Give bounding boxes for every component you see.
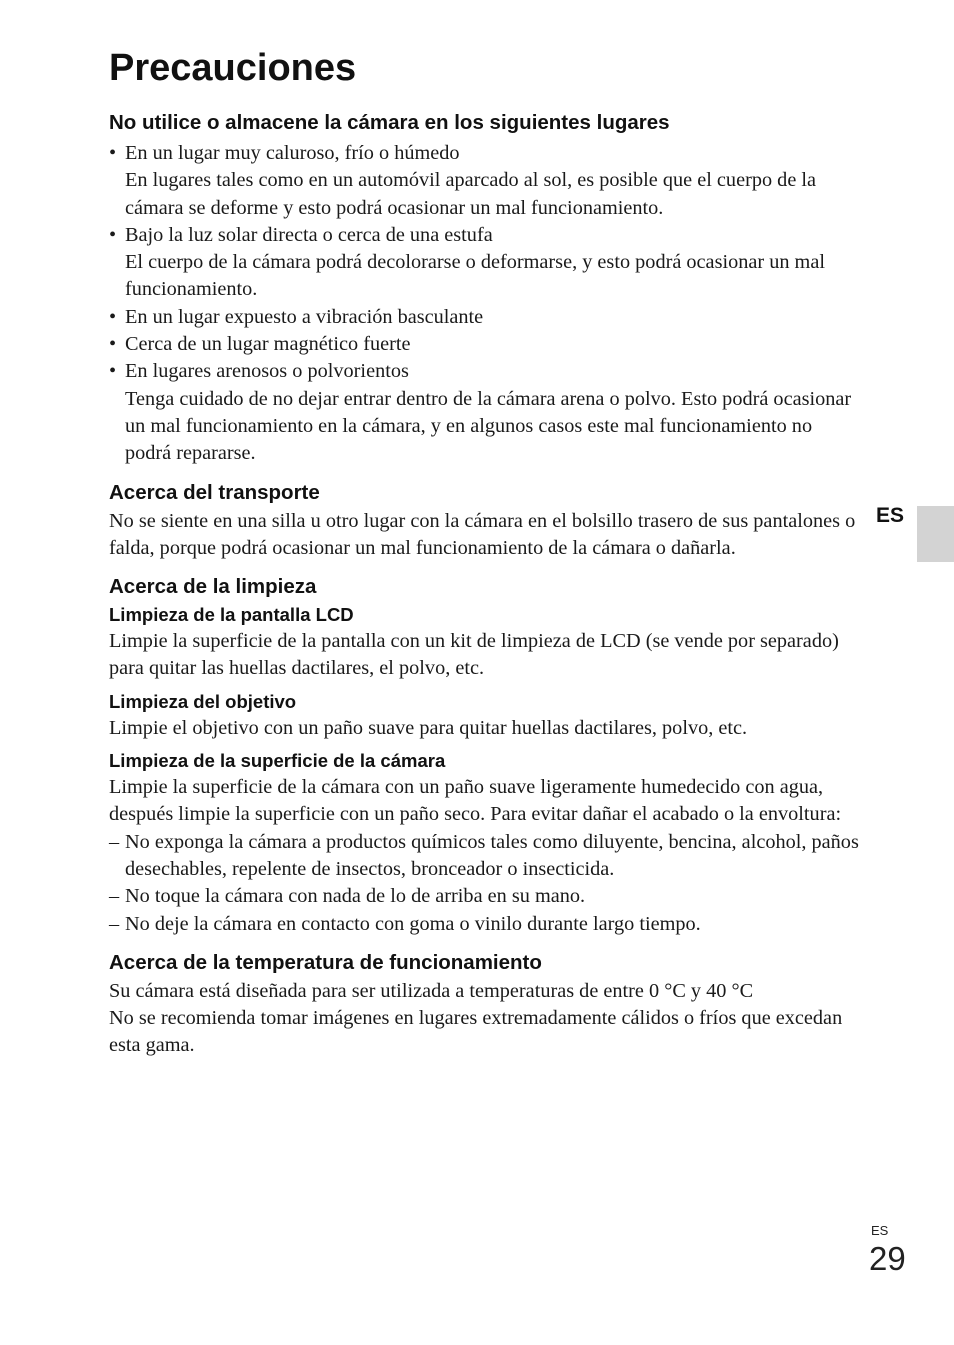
subsection-body-superficie: Limpie la superficie de la cámara con un paño suave ligeramente humedecido con agua, después limpie la superficie con un paño seco. Para evitar dañar el acabado o la envoltura: [109, 776, 842, 826]
subsection-heading-lcd: Limpieza de la pantalla LCD [109, 604, 354, 626]
list-item: – No deje la cámara en contacto con goma o vinilo durante largo tiempo. [109, 911, 859, 938]
list-item [109, 331, 859, 358]
section-heading: Acerca de la limpieza [109, 575, 317, 599]
list-item-main: Bajo la luz solar directa o cerca de una estufa [125, 223, 493, 246]
page-title: Precauciones [109, 47, 357, 89]
page-number: 29 [869, 1240, 906, 1277]
list-item-main: En un lugar muy caluroso, frío o húmedo [125, 142, 460, 164]
subsection-body-objetivo: Limpie el objetivo con un paño suave para quitar huellas dactilares, polvo, etc. [109, 716, 748, 739]
list-item [109, 358, 859, 467]
list-item-main: En lugares arenosos o polvorientos [125, 360, 409, 383]
section-heading: Acerca del transporte [109, 480, 320, 504]
list-item [109, 222, 859, 304]
section-temperatura [109, 948, 859, 1060]
side-tab-marker [917, 506, 954, 562]
dash-list [109, 829, 859, 938]
list-item-detail: Tenga cuidado de no dejar entrar dentro de la cámara arena o polvo. Esto podrá ocasionar un mal funcionamiento en la cámara, y en algunos casos este mal funcionamiento no podrá repararse. [125, 387, 852, 465]
section-body: No se siente en una silla u otro lugar con la cámara en el bolsillo trasero de sus pantalones o falda, porque podrá ocasionar un mal funcionamiento de la cámara o dañarla. [109, 509, 856, 559]
section-transporte [109, 478, 859, 563]
list-item: – No exponga la cámara a productos químicos tales como diluyente, bencina, alcohol, paños desechables, repelente de insectos, bronceador o insecticida. [109, 829, 859, 884]
section-body-line1: Su cámara está diseñada para ser utilizada a temperaturas de entre 0 °C y 40 °C [109, 979, 754, 1002]
side-tab-label: ES [876, 504, 905, 527]
section-body-line2: No se recomienda tomar imágenes en lugares extremadamente cálidos o fríos que excedan esta gama. [109, 1007, 843, 1057]
bullet-list [109, 140, 859, 468]
subsection-heading-superficie: Limpieza de la superficie de la cámara [109, 750, 446, 772]
section-lugares [109, 108, 859, 468]
list-item-main: En un lugar expuesto a vibración basculante [125, 305, 484, 328]
section-limpieza [109, 572, 859, 938]
list-item-detail: El cuerpo de la cámara podrá decolorarse o deformarse, y esto podrá ocasionar un mal funcionamiento. [125, 251, 825, 301]
list-item [109, 304, 859, 331]
list-item: – No toque la cámara con nada de lo de arriba en su mano. [109, 883, 859, 910]
section-heading: Acerca de la temperatura de funcionamiento [109, 950, 542, 974]
section-heading: No utilice o almacene la cámara en los siguientes lugares [109, 111, 670, 134]
page-language-code: ES [871, 1223, 889, 1238]
page-content [109, 108, 859, 1060]
list-item-detail: En lugares tales como en un automóvil aparcado al sol, es posible que el cuerpo de la cámara se deforme y esto podrá ocasionar un mal funcionamiento. [125, 169, 817, 219]
subsection-body-lcd: Limpie la superficie de la pantalla con un kit de limpieza de LCD (se vende por separado) para quitar las huellas dactilares, el polvo, etc. [109, 630, 839, 680]
list-item-main: Cerca de un lugar magnético fuerte [125, 333, 411, 356]
list-item [109, 140, 859, 222]
subsection-heading-objetivo: Limpieza del objetivo [109, 690, 297, 712]
